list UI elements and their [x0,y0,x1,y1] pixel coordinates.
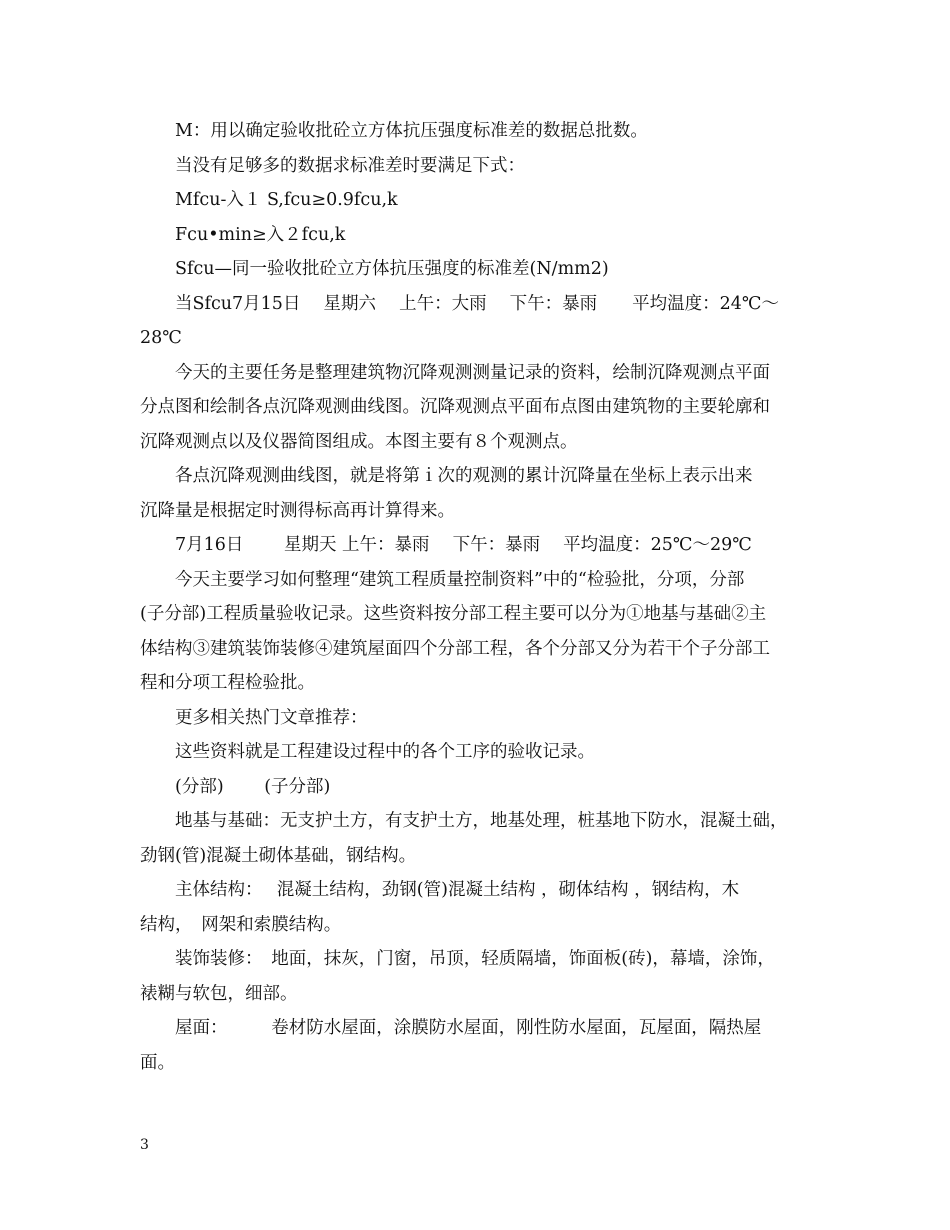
text-line: 7月16日 星期天 上午：暴雨 下午：暴雨 平均温度：25℃～29℃ [175,535,752,555]
text-line: 面。 [140,1052,175,1073]
text-line: 结构， 网架和索膜结构。 [140,914,342,935]
text-line: 地基与基础：无支护土方，有支护土方，地基处理，桩基地下防水，混凝土础， [175,811,788,831]
text-line: 当Sfcu7月15日 星期六 上午：大雨 下午：暴雨 平均温度：24℃～ [175,293,779,314]
text-line: M：用以确定验收批砼立方体抗压强度标准差的数据总批数。 [175,121,648,141]
text-line: (分部) (子分部) [175,776,331,797]
text-line: 这些资料就是工程建设过程中的各个工序的验收记录。 [175,742,595,762]
text-line: (子分部)工程质量验收记录。这些资料按分部工程主要可以分为①地基与基础②主 [140,604,767,624]
text-line: 更多相关热门文章推荐： [175,707,368,728]
text-line: 今天主要学习如何整理“建筑工程质量控制资料”中的“检验批，分项，分部 [175,569,745,590]
text-line: Sfcu—同一验收批砼立方体抗压强度的标准差(N/mm2) [175,259,609,279]
text-line: 当没有足够多的数据求标准差时要满足下式： [175,155,525,176]
text-line: 劲钢(管)混凝土砌体基础，钢结构。 [140,845,417,866]
text-line: Fcu•min≥入２fcu,k [175,224,346,245]
text-line: 屋面： 卷材防水屋面，涂膜防水屋面，刚性防水屋面，瓦屋面，隔热屋 [175,1018,762,1038]
text-line: 装饰装修： 地面，抹灰，门窗，吊顶，轻质隔墙，饰面板(砖)，幕墙，涂饰， [175,949,775,969]
text-line: 体结构③建筑装饰装修④建筑屋面四个分部工程，各个分部又分为若干个子分部工 [140,638,770,659]
text-line: 沉降观测点以及仪器简图组成。本图主要有８个观测点。 [140,431,578,452]
text-line: 分点图和绘制各点沉降观测曲线图。沉降观测点平面布点图由建筑物的主要轮廓和 [140,397,770,417]
text-line: 今天的主要任务是整理建筑物沉降观测测量记录的资料，绘制沉降观测点平面 [175,362,770,383]
text-line: 28℃ [140,328,182,348]
text-line: Mfcu-入１ S,fcu≥0.9fcu,k [175,190,398,210]
page-number: 3 [140,1137,149,1153]
document-body [140,114,830,1080]
text-line: 主体结构： 混凝土结构，劲钢(管)混凝土结构 ，砌体结构 ，钢结构，木 [175,880,740,900]
text-line: 各点沉降观测曲线图，就是将第ｉ次的观测的累计沉降量在坐标上表示出来 [175,466,753,486]
text-line: 裱糊与软包，细部。 [140,983,298,1004]
text-line: 沉降量是根据定时测得标高再计算得来。 [140,500,455,521]
text-line: 程和分项工程检验批。 [140,673,315,693]
